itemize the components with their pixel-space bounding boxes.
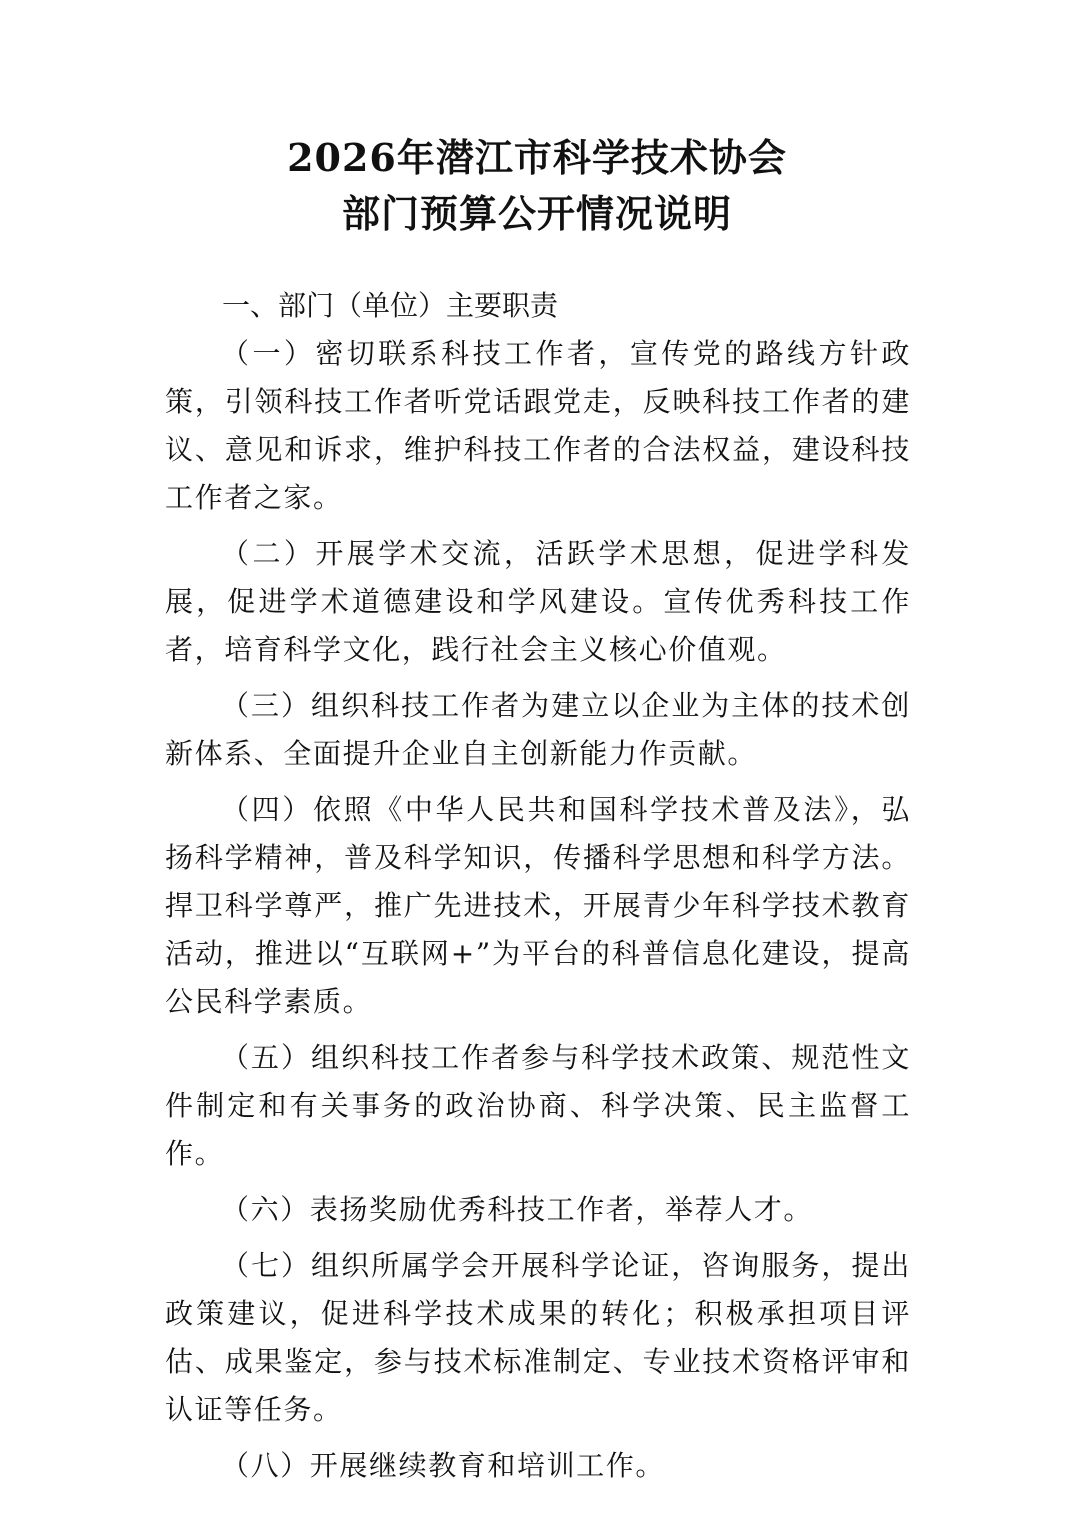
paragraph-2: （二）开展学术交流，活跃学术思想，促进学科发展，促进学术道德建设和学风建设。宣传优秀科技工作者，培育科学文化，践行社会主义核心价值观。 bbox=[165, 537, 911, 666]
section-heading-responsibilities: 一、部门（单位）主要职责 bbox=[222, 289, 559, 322]
paragraph-7: （七）组织所属学会开展科学论证，咨询服务，提出政策建议，促进科学技术成果的转化；积极承担项目评估、成果鉴定，参与技术标准制定、专业技术资格评审和认证等任务。 bbox=[165, 1249, 911, 1426]
paragraph-3: （三）组织科技工作者为建立以企业为主体的技术创新体系、全面提升企业自主创新能力作贡献。 bbox=[165, 689, 911, 770]
title-line-2: 部门预算公开情况说明 bbox=[341, 191, 732, 236]
paragraph-6: （六）表扬奖励优秀科技工作者，举荐人才。 bbox=[221, 1193, 814, 1226]
paragraph-8: （八）开展继续教育和培训工作。 bbox=[221, 1449, 666, 1482]
paragraph-1: （一）密切联系科技工作者，宣传党的路线方针政策，引领科技工作者听党话跟党走，反映科技工作者的建议、意见和诉求，维护科技工作者的合法权益，建设科技工作者之家。 bbox=[165, 337, 911, 514]
document-body bbox=[165, 330, 911, 1498]
document-title bbox=[0, 130, 1074, 242]
paragraph-5: （五）组织科技工作者参与科学技术政策、规范性文件制定和有关事务的政治协商、科学决策、民主监督工作。 bbox=[165, 1041, 911, 1170]
paragraph-4: （四）依照《中华人民共和国科学技术普及法》，弘扬科学精神，普及科学知识，传播科学思想和科学方法。捍卫科学尊严，推广先进技术，开展青少年科学技术教育活动，推进以“互联网+”为平台的科普信息化建设，提高公民科学素质。 bbox=[165, 793, 911, 1018]
title-line-1: 2026年潜江市科学技术协会 bbox=[287, 135, 787, 180]
